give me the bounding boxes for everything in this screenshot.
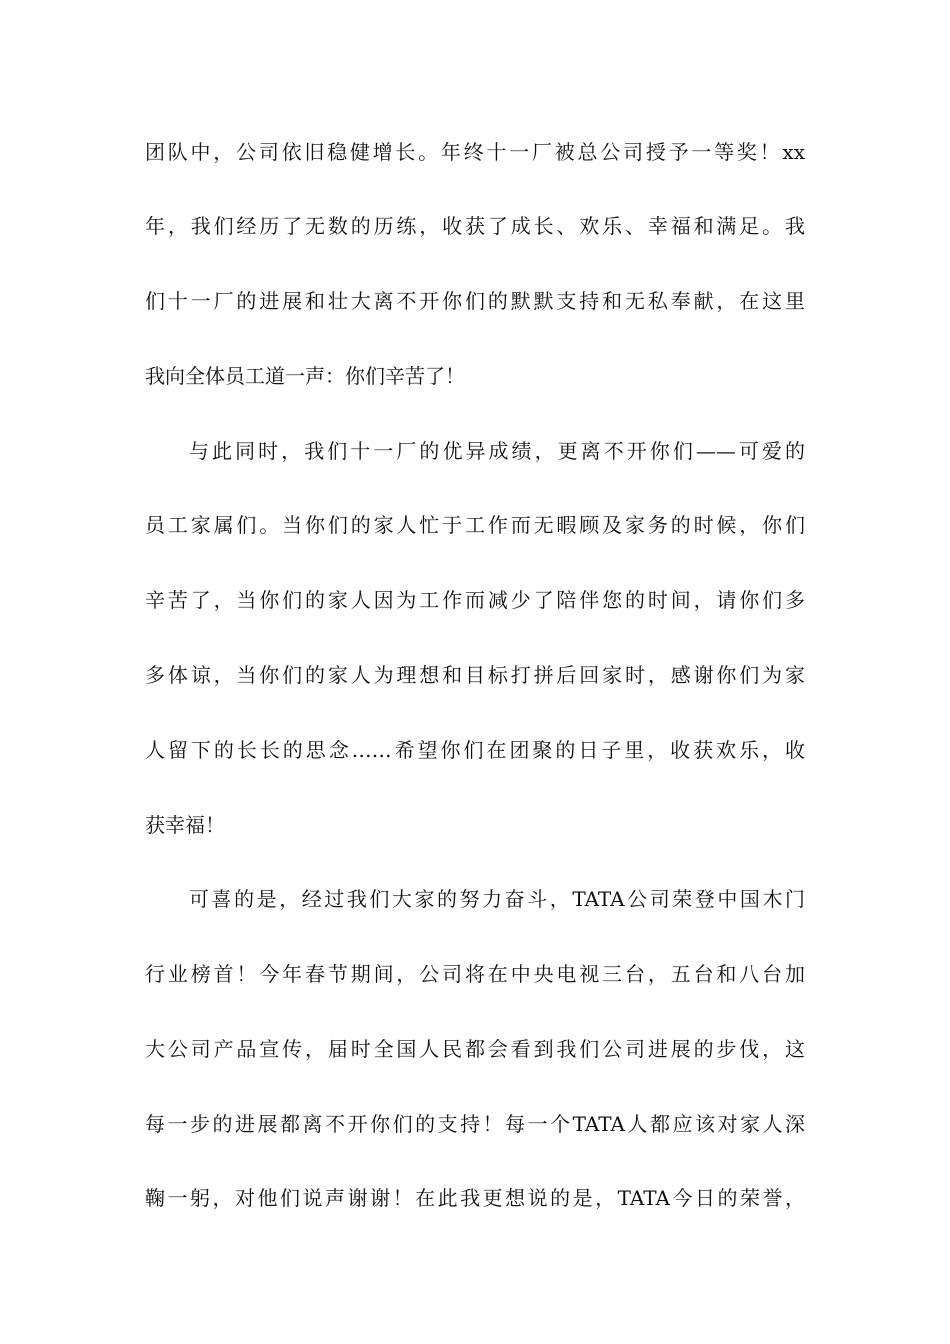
text-line: 获幸福！ [145,813,225,837]
text-line: 鞠一躬，对他们说声谢谢！在此我更想说的是，TATA今日的荣誉， [145,1186,805,1210]
text-line: 辛苦了，当你们的家人因为工作而减少了陪伴您的时间，请你们多 [145,588,805,612]
paragraph-first-line: 与此同时，我们十一厂的优异成绩，更离不开你们——可爱的 [189,439,805,463]
text-line: 人留下的长长的思念……希望你们在团聚的日子里，收获欢乐，收 [145,738,805,762]
text-line: 年，我们经历了无数的历练，收获了成长、欢乐、幸福和满足。我 [145,214,805,238]
text-line: 们十一厂的进展和壮大离不开你们的默默支持和无私奉献，在这里 [145,289,805,313]
text-line: 我向全体员工道一声：你们辛苦了！ [145,364,465,388]
paragraph-first-line: 可喜的是，经过我们大家的努力奋斗，TATA公司荣登中国木门 [189,887,805,911]
text-line: 员工家属们。当你们的家人忙于工作而无暇顾及家务的时候，你们 [145,513,805,537]
text-line: 行业榜首！今年春节期间，公司将在中央电视三台，五台和八台加 [145,962,805,986]
text-line: 多体谅，当你们的家人为理想和目标打拼后回家时，感谢你们为家 [145,663,805,687]
text-line: 大公司产品宣传，届时全国人民都会看到我们公司进展的步伐，这 [145,1037,805,1061]
text-line: 每一步的进展都离不开你们的支持！每一个TATA人都应该对家人深 [145,1112,805,1136]
text-line: 团队中，公司依旧稳健增长。年终十一厂被总公司授予一等奖！xx [145,140,805,164]
